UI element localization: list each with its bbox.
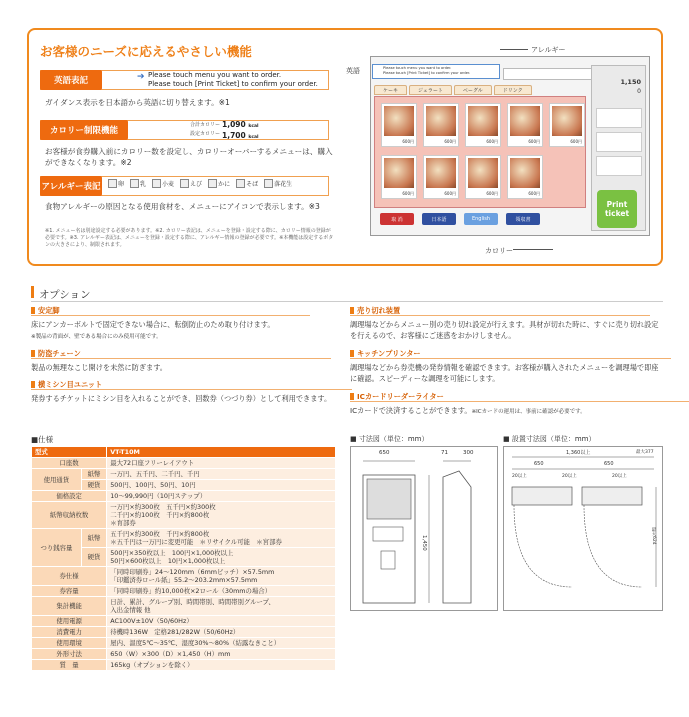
opt-head: 防盗チェーン (31, 349, 81, 359)
spec-key: つり銭容量 (32, 529, 82, 567)
spec-key: 券容量 (32, 586, 107, 597)
spec-row (32, 567, 336, 586)
spec-row (32, 586, 336, 597)
menu-photo (468, 158, 498, 188)
allergy-item-label: 乳 (140, 181, 147, 188)
menu-price: 600円 (486, 139, 498, 144)
calorie-unit: kcal (248, 135, 259, 140)
calorie-unit: kcal (248, 124, 259, 129)
feature-title: お客様のニーズに応えるやさしい機能 (40, 44, 252, 59)
dim-height: 1,450 (421, 535, 427, 551)
menu-card[interactable] (549, 103, 585, 147)
calorie-set-value: 1,700 (222, 131, 246, 140)
dim-depth2: 300 (463, 450, 474, 456)
opt-head: 横ミシン目ユニット (31, 380, 102, 390)
calorie-labels (180, 121, 220, 139)
spec-row (32, 627, 336, 638)
install-w1: 650 (534, 461, 544, 467)
calorie-total-value: 1,090 (222, 120, 246, 129)
screen-tab[interactable]: ドリンク (494, 85, 532, 95)
allergy-symbol-icon (180, 179, 189, 188)
menu-photo (384, 106, 414, 136)
menu-price: 600円 (570, 139, 582, 144)
spec-value: 一万円、五千円、二千円、千円 (107, 469, 336, 480)
spec-value: 最大72口座フリーレイアウト (107, 458, 336, 469)
dim-title-text: 寸法図（単位：mm） (358, 435, 429, 443)
opt-body: 調理場などから券売機の発券情報を確認できます。お客様が購入されたメニューを調理場で即座に確認。スピーディーな調理を可能にします。 (350, 363, 659, 383)
opt-note: ※製品の背面が、壁である場合にのみ使用可能です。 (31, 333, 162, 340)
english-tag: 英語表記 (40, 70, 102, 90)
spec-key: 使用通貨 (32, 469, 82, 491)
allergy-item-icon (208, 179, 230, 188)
allergy-symbol-icon (236, 179, 245, 188)
dimension-drawing (350, 446, 498, 611)
spec-row (32, 458, 336, 469)
allergy-symbol-icon (130, 179, 139, 188)
spec-value: 「同時印刷券」24～120mm（6mmピッチ）×57.5mm 「印鑑済券ロール紙」55.2～203.2mm×57.5mm (107, 567, 336, 586)
feature-footnote: ※1. メニュー名は別途設定する必要があります。※2. カロリー表記は、メニューを登録・設定する際に、カロリー情報の登録が必要です。※3. アレルギー表記は、メニューを登録・設定する際に、アレルギー情報の登録が必要です。※本機能は設定するボタンの大きさにより、制限されます。 (45, 228, 334, 248)
spec-title: ■仕様 (31, 435, 54, 444)
menu-card[interactable] (381, 155, 417, 199)
spec-key: 使用電源 (32, 616, 107, 627)
spec-row (32, 649, 336, 660)
spec-row (32, 529, 336, 548)
allergy-item-label: 落花生 (274, 181, 293, 188)
opt-body: 製品の無理なこじ開けを未然に防ぎます。 (31, 363, 167, 372)
dim-width: 650 (379, 450, 390, 456)
spec-value: 650（W）×300（D）×1,450（H）mm (107, 649, 336, 660)
spec-key: 外形寸法 (32, 649, 107, 660)
allergy-symbol-icon (208, 179, 217, 188)
spec-row (32, 660, 336, 671)
spec-key: 質 量 (32, 660, 107, 671)
opt-head: 売り切れ装置 (350, 306, 400, 316)
menu-card[interactable] (507, 155, 543, 199)
install-title-text: 設置寸法図（単位：mm） (511, 435, 596, 443)
spec-key: 消費電力 (32, 627, 107, 638)
spec-value: 10～99,990円（10円ステップ） (107, 491, 336, 502)
screen-guide (372, 64, 500, 79)
menu-card[interactable] (507, 103, 543, 147)
menu-card[interactable] (465, 103, 501, 147)
screen-tab[interactable]: ケーキ (374, 85, 407, 95)
allergy-symbol-icon (152, 179, 161, 188)
calorie-tag: カロリー制限機能 (40, 120, 128, 140)
spec-value: 五千円×約300枚 千円×約800枚 ＊五千円は一万円に変更可能 ＊リサイクル可能 ＊宮部券 (107, 529, 336, 548)
spec-table (31, 446, 336, 671)
side-item (596, 132, 642, 152)
screen-guide-line2: Please touch [Print Ticket] to confirm your order. (383, 71, 471, 75)
allergy-symbol-icon (108, 179, 117, 188)
spec-value: 500円、100円、50円、10円 (107, 480, 336, 491)
menu-photo (426, 158, 456, 188)
screen-button[interactable]: English (464, 213, 498, 225)
spec-subkey: 硬貨 (81, 480, 106, 491)
menu-photo (552, 106, 582, 136)
calorie-total-label: 合計カロリー (189, 122, 220, 128)
menu-price: 600円 (486, 191, 498, 196)
screen-button[interactable]: 取 消 (380, 213, 414, 225)
install-gap3: 20以上 (612, 474, 627, 479)
install-gap2: 20以上 (562, 474, 577, 479)
menu-photo (510, 106, 540, 136)
spec-header-key: 型式 (32, 447, 107, 458)
spec-value: 日計、累計、グループ別、時間帯別、時間帯別グループ、 入出金情報 他 (107, 597, 336, 616)
spec-row (32, 491, 336, 502)
opt-note: ※ICカードの運用は、事前に確認が必要です。 (471, 409, 586, 415)
menu-card[interactable] (423, 103, 459, 147)
screen-button[interactable]: 日本語 (422, 213, 456, 225)
spec-value: 待機時136W 定格281/282W（50/60Hz） (107, 627, 336, 638)
allergy-item-icon (264, 179, 292, 188)
spec-subkey: 紙幣 (81, 529, 106, 548)
menu-card[interactable] (465, 155, 501, 199)
spec-row (32, 638, 336, 649)
opt-body: 調理場などからメニュー別の売り切れ設定が行えます。具材が切れた時に、すぐに売り切れ設定を行えるので、お客様にご迷惑をおかけしません。 (350, 320, 659, 340)
menu-price: 600円 (528, 139, 540, 144)
spec-value: 165kg（オプションを除く） (107, 660, 336, 671)
install-w2: 650 (604, 461, 614, 467)
opt-body-text: 床にアンカーボルトで固定できない場合に、転倒防止のため取り付けます。 (31, 320, 275, 329)
options-title: オプション (39, 289, 91, 301)
english-line1: Please touch menu you want to order. (148, 71, 282, 79)
side-item (596, 108, 642, 128)
allergy-item-icon (236, 179, 258, 188)
opt-body (350, 406, 663, 418)
allergy-item-icon (152, 179, 174, 188)
screen-button[interactable]: 領収書 (506, 213, 540, 225)
screen-tabs (374, 85, 532, 95)
arrow-icon: ➔ (137, 72, 145, 82)
screen-tab[interactable]: ベーグル (454, 85, 492, 95)
opt-body: 発券するチケットにミシン目を入れることができ、回数券（つづり券）として利用できます。 (31, 394, 332, 403)
menu-price: 600円 (528, 191, 540, 196)
spec-title-text: 仕様 (38, 435, 54, 444)
callout-calorie: カロリー (485, 247, 513, 255)
install-gap1: 20以上 (512, 474, 527, 479)
allergy-icons (108, 179, 292, 188)
spec-key: 口座数 (32, 458, 107, 469)
spec-value: AC100V±10V（50/60Hz） (107, 616, 336, 627)
menu-price: 600円 (402, 191, 414, 196)
screen-tab[interactable]: ジェラート (409, 85, 452, 95)
english-desc: ガイダンス表示を日本語から英語に切り替えます。※1 (45, 98, 230, 107)
allergy-item-label: 小麦 (162, 181, 175, 188)
allergy-item-icon (130, 179, 146, 188)
allergy-symbol-icon (264, 179, 273, 188)
allergy-item-label: 卵 (118, 181, 125, 188)
spec-row (32, 616, 336, 627)
opt-head: 安定脚 (31, 306, 60, 316)
opt-body-text: ICカードで決済することができます。 (350, 406, 472, 415)
menu-price: 600円 (402, 139, 414, 144)
spec-row (32, 469, 336, 480)
english-guide (148, 71, 318, 89)
options-rule (31, 301, 663, 302)
callout-english: 英語 (346, 67, 360, 75)
spec-key: 券仕様 (32, 567, 107, 586)
spec-value: 一万円×約300枚 五千円×約300枚 二千円×約100枚 千円×約800枚 ＊育部券 (107, 502, 336, 529)
menu-photo (468, 106, 498, 136)
menu-price: 600円 (444, 191, 456, 196)
menu-photo (510, 158, 540, 188)
spec-key: 集計機能 (32, 597, 107, 616)
spec-subkey: 硬貨 (81, 548, 106, 567)
install-max: 最大377 (636, 450, 654, 455)
opt-head: ICカードリーダーライター (350, 392, 444, 402)
callout-allergy: アレルギー (531, 46, 566, 54)
dimension-svg (351, 447, 497, 610)
menu-price: 600円 (444, 139, 456, 144)
screen-menu (374, 96, 586, 208)
options-bar (31, 286, 34, 298)
side-zero: 0 (637, 88, 641, 95)
side-total: 1,150 (620, 78, 641, 86)
dim-depth1: 71 (441, 450, 448, 456)
spec-row (32, 502, 336, 529)
allergy-item-icon (180, 179, 202, 188)
calorie-desc: お客様が食券購入前にカロリー数を設定し、カロリーオーバーするメニューは、購入ができなくなります。※2 (45, 147, 333, 167)
install-svg (504, 447, 662, 610)
menu-card[interactable] (381, 103, 417, 147)
allergy-item-icon (108, 179, 124, 188)
print-ticket-button[interactable]: Print ticket (597, 190, 637, 228)
screen-guide-line1: Please touch menu you want to order. (383, 66, 452, 70)
menu-photo (384, 158, 414, 188)
allergy-item-label: そば (246, 181, 259, 188)
calorie-values (222, 120, 259, 142)
allergy-item-label: えび (190, 181, 203, 188)
opt-head: キッチンプリンター (350, 349, 421, 359)
opt-body (31, 320, 336, 342)
callout-line (500, 49, 528, 50)
spec-key: 価格設定 (32, 491, 107, 502)
install-depth: 最大624 (651, 527, 656, 545)
english-line2: Please touch [Print Ticket] to confirm your order. (148, 80, 318, 88)
install-drawing (503, 446, 663, 611)
spec-header-model: VT-T10M (107, 447, 336, 458)
dim-title: ■ 寸法図（単位：mm） (350, 435, 429, 443)
install-title: ■ 設置寸法図（単位：mm） (503, 435, 596, 443)
menu-card[interactable] (423, 155, 459, 199)
spec-row (32, 597, 336, 616)
spec-key: 紙幣収納枚数 (32, 502, 107, 529)
calorie-set-label: 設定カロリー (189, 131, 220, 137)
spec-key: 使用環境 (32, 638, 107, 649)
allergy-tag: アレルギー表記 (40, 176, 102, 196)
allergy-item-label: かに (218, 181, 231, 188)
allergy-desc: 食物アレルギーの原因となる使用食材を、メニューにアイコンで表示します。※3 (45, 202, 320, 211)
menu-photo (426, 106, 456, 136)
spec-value: 「同時印刷券」約10,000枚×2ロール（30mmの場合） (107, 586, 336, 597)
callout-line (513, 249, 553, 250)
side-item (596, 156, 642, 176)
install-total: 1,360以上 (566, 450, 591, 456)
spec-value: 500円×350枚以上 100円×1,000枚以上 50円×600枚以上 10円×1,000枚以上 (107, 548, 336, 567)
spec-subkey: 紙幣 (81, 469, 106, 480)
spec-value: 屋内、温度5℃～35℃、湿度30%～80%（結露なきこと） (107, 638, 336, 649)
